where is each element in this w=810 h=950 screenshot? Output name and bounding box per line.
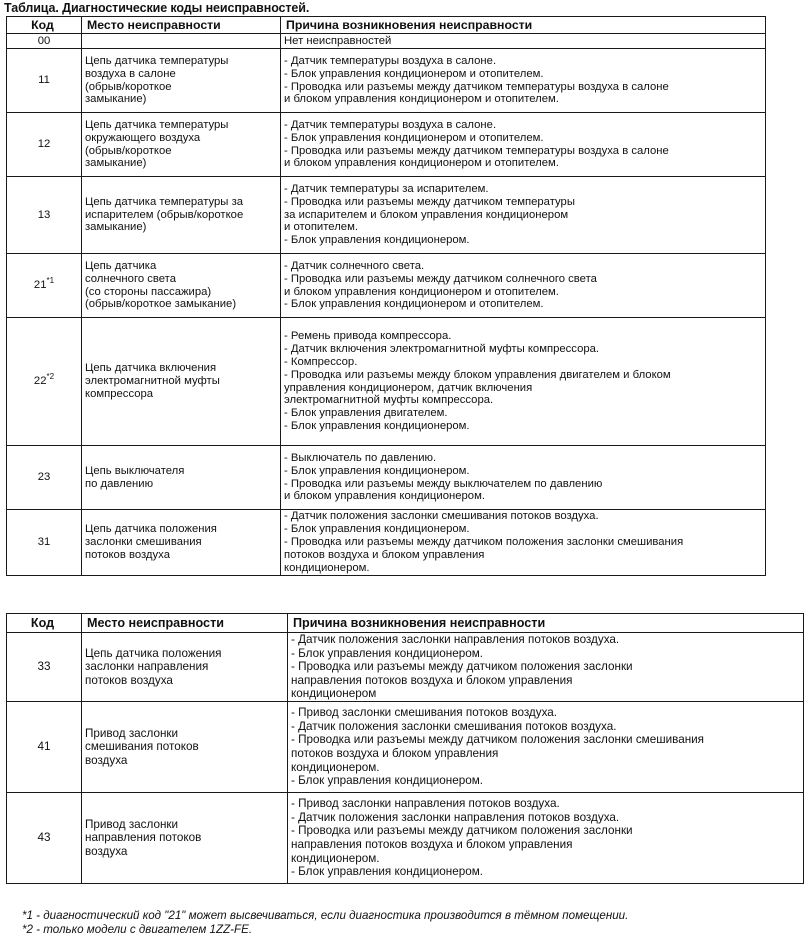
cause-line: - Датчик положения заслонки направления потоков воздуха. (291, 810, 620, 824)
place-line: (обрыв/короткое (85, 144, 172, 157)
cause-line: - Блок управления двигателем. (284, 407, 448, 420)
header-place: Место неисправности (82, 17, 281, 34)
cause-line: кондиционером. (291, 760, 380, 774)
place-cell (82, 446, 281, 510)
footnote-marker: *2 (46, 372, 55, 382)
cause-line: - Привод заслонки смешивания потоков воздуха. (291, 706, 558, 720)
cause-line: электромагнитной муфты компрессора. (284, 394, 494, 407)
place-line: воздуха (85, 844, 128, 858)
cause-line: - Проводка или разъемы между блоком управления двигателем и блоком (284, 368, 671, 381)
code-cell (7, 318, 82, 446)
cause-line: кондиционером (291, 687, 377, 701)
cause-line: направления потоков воздуха и блоком управления (291, 673, 573, 687)
place-line: замыкание) (85, 157, 147, 170)
place-line: смешивания потоков (85, 740, 199, 754)
cause-line: - Компрессор. (284, 355, 358, 368)
cause-cell (281, 446, 766, 510)
cause-cell (281, 318, 766, 446)
place-cell (82, 793, 288, 884)
place-line: окружающего воздуха (85, 131, 201, 144)
footnote-2: *2 - только модели с двигателем 1ZZ-FE. (22, 922, 253, 936)
cause-line: - Привод заслонки направления потоков воздуха. (291, 797, 560, 811)
cause-cell (288, 633, 804, 702)
code-cell (7, 510, 82, 576)
table-header-row (7, 614, 804, 633)
cause-line: - Блок управления кондиционером. (291, 774, 483, 788)
cause-line: управления кондиционером, датчик включения (284, 381, 533, 394)
place-line: Цепь датчика положения (85, 522, 217, 535)
place-line: замыкание) (85, 221, 147, 234)
cause-line: - Датчик положения заслонки смешивания потоков воздуха. (284, 510, 599, 522)
place-line: Цепь датчика температуры (85, 118, 229, 131)
cause-line: - Блок управления кондиционером. (291, 646, 483, 660)
place-line: солнечного света (85, 272, 177, 285)
place-cell (82, 113, 281, 177)
cause-line: и блоком управления кондиционером и отопителем. (284, 93, 559, 106)
place-line: Цепь датчика температуры за (85, 195, 244, 208)
cause-line: за испарителем и блоком управления кондиционером (284, 208, 569, 221)
place-line: воздуха в салоне (85, 67, 176, 80)
cause-line: - Блок управления кондиционером и отопителем. (284, 298, 544, 311)
diagnostic-codes-table-1 (6, 16, 766, 576)
place-line: замыкание) (85, 93, 147, 106)
cause-line: - Выключатель по давлению. (284, 451, 437, 464)
footnote-marker: *1 (46, 276, 55, 286)
cause-line: направления потоков воздуха и блоком управления (291, 838, 573, 851)
code-value: 11 (38, 74, 50, 87)
place-cell (82, 177, 281, 254)
footnotes (22, 909, 628, 936)
table-row (7, 177, 766, 254)
cause-cell (281, 49, 766, 113)
code-value: 12 (37, 138, 51, 151)
place-line: Цепь выключателя (85, 464, 185, 477)
cause-line: - Блок управления кондиционером. (284, 420, 470, 433)
table-row (7, 34, 766, 49)
table-row (7, 113, 766, 177)
cause-line: кондиционером. (291, 851, 380, 865)
cause-line: - Проводка или разъемы между датчиком солнечного света (284, 272, 597, 285)
place-line: Привод заслонки (85, 817, 179, 831)
cause-line: - Датчик температуры за испарителем. (284, 182, 489, 195)
place-line: заслонки направления (85, 660, 209, 674)
cause-line: - Блок управления кондиционером. (284, 234, 470, 247)
cause-cell (288, 702, 804, 793)
cause-line: - Проводка или разъемы между датчиком положения заслонки смешивания (291, 733, 705, 747)
code-value: 43 (37, 831, 51, 845)
header-code: Код (7, 614, 82, 633)
code-value: 21 (33, 279, 47, 292)
code-value: 33 (37, 660, 51, 674)
place-line: Цепь датчика включения (85, 362, 217, 375)
table-header-row (7, 17, 766, 34)
cause-line: - Блок управления кондиционером и отопителем. (284, 67, 544, 80)
table-row (7, 633, 804, 702)
cause-line: и блоком управления кондиционером и отопителем. (284, 157, 559, 170)
place-line: (обрыв/короткое замыкание) (85, 298, 237, 311)
place-line: испарителем (обрыв/короткое (85, 208, 244, 221)
cause-line: потоков воздуха и блоком управления (284, 548, 485, 561)
cause-line: - Проводка или разъемы между датчиком температуры воздуха в салоне (284, 80, 669, 93)
code-cell (7, 446, 82, 510)
place-cell (82, 254, 281, 318)
place-line: заслонки смешивания (85, 535, 202, 548)
cause-cell (281, 254, 766, 318)
cause-line: - Датчик температуры воздуха в салоне. (284, 54, 497, 67)
table-row (7, 254, 766, 318)
code-cell (7, 49, 82, 113)
table-row (7, 446, 766, 510)
cause-line: - Блок управления кондиционером. (284, 464, 470, 477)
code-value: 31 (37, 535, 51, 548)
place-cell (82, 318, 281, 446)
table-row (7, 510, 766, 576)
code-cell (7, 793, 82, 884)
header-code: Код (7, 17, 82, 34)
code-cell (7, 34, 82, 49)
cause-line: - Проводка или разъемы между датчиком температуры (284, 195, 575, 208)
code-cell (7, 254, 82, 318)
cause-line: - Ремень привода компрессора. (284, 329, 452, 342)
cause-line: - Проводка или разъемы между датчиком положения заслонки (291, 660, 633, 674)
code-value: 41 (37, 740, 51, 754)
cause-line: - Датчик температуры воздуха в салоне. (284, 118, 497, 131)
code-cell (7, 633, 82, 702)
table-row (7, 49, 766, 113)
cause-line: - Проводка или разъемы между датчиком положения заслонки смешивания (284, 535, 684, 548)
place-line: воздуха (85, 753, 128, 767)
place-line: (со стороны пассажира) (85, 285, 212, 298)
place-line: потоков воздуха (85, 548, 170, 561)
table-2-body (7, 633, 804, 884)
diagnostic-codes-table-2 (6, 613, 804, 884)
table-row (7, 702, 804, 793)
place-line: Цепь датчика положения (85, 646, 222, 660)
cause-line: - Датчик включения электромагнитной муфты компрессора. (284, 342, 600, 355)
place-cell (82, 49, 281, 113)
place-cell (82, 633, 288, 702)
code-value: 22 (33, 375, 47, 388)
cause-line: кондиционером. (284, 561, 370, 574)
cause-line: - Блок управления кондиционером. (291, 865, 483, 879)
place-line: по давлению (85, 477, 154, 490)
cause-line: - Датчик солнечного света. (284, 259, 425, 272)
place-line: направления потоков (85, 831, 202, 845)
cause-cell (281, 113, 766, 177)
cause-line: - Проводка или разъемы между датчиком температуры воздуха в салоне (284, 144, 669, 157)
cause-line: - Блок управления кондиционером и отопителем. (284, 131, 544, 144)
header-cause: Причина возникновения неисправности (288, 614, 804, 633)
place-cell (82, 510, 281, 576)
header-place: Место неисправности (82, 614, 288, 633)
table-title: Таблица. Диагностические коды неисправностей. (4, 1, 310, 15)
cause-line: и отопителем. (284, 221, 358, 234)
code-value: 00 (37, 34, 51, 47)
cause-line: - Проводка или разъемы между датчиком положения заслонки (291, 824, 633, 838)
place-cell (82, 702, 288, 793)
place-cell (82, 34, 281, 49)
code-value: 13 (37, 208, 51, 221)
place-line: Привод заслонки (85, 726, 179, 740)
place-line: электромагнитной муфты (85, 375, 220, 388)
code-cell (7, 177, 82, 254)
place-line: (обрыв/короткое (85, 80, 172, 93)
cause-line: - Блок управления кондиционером. (284, 522, 470, 535)
cause-line: потоков воздуха и блоком управления (291, 747, 499, 760)
code-cell (7, 702, 82, 793)
table-row (7, 318, 766, 446)
code-cell (7, 113, 82, 177)
cause-line: Нет неисправностей (284, 34, 392, 47)
footnote-1: *1 - диагностический код "21" может высвечиваться, если диагностика производится в тёмном помещении. (22, 909, 629, 922)
place-line: Цепь датчика (85, 259, 157, 272)
cause-line: - Датчик положения заслонки направления потоков воздуха. (291, 633, 620, 647)
cause-cell (281, 510, 766, 576)
place-line: компрессора (85, 387, 154, 400)
table-row (7, 793, 804, 884)
header-cause: Причина возникновения неисправности (281, 17, 766, 34)
cause-line: и блоком управления кондиционером и отопителем. (284, 285, 559, 298)
code-value: 23 (37, 471, 51, 484)
cause-cell (288, 793, 804, 884)
cause-line: - Проводка или разъемы между выключателем по давлению (284, 477, 603, 490)
cause-line: - Датчик положения заслонки смешивания потоков воздуха. (291, 719, 617, 733)
place-line: потоков воздуха (85, 673, 173, 687)
cause-cell (281, 177, 766, 254)
place-line: Цепь датчика температуры (85, 54, 229, 67)
cause-line: и блоком управления кондиционером. (284, 490, 485, 503)
cause-cell (281, 34, 766, 49)
table-1-body (7, 34, 766, 576)
